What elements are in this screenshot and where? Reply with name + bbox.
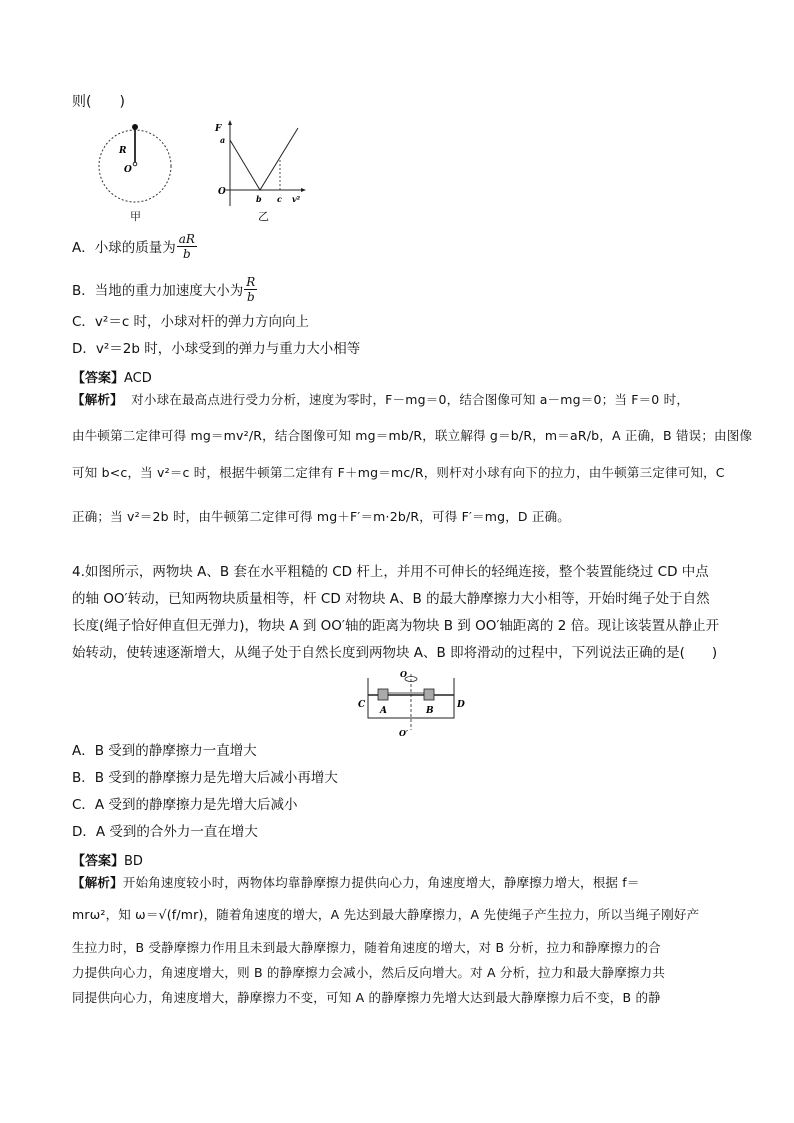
option-a-text: A．小球的质量为 — [72, 240, 176, 256]
q4-analysis-line-2: mrω²，知 ω＝√(f/mr)，随着角速度的增大，A 先达到最大静摩擦力，A 先使绳子产生拉力，所以当绳子刚好产 — [72, 907, 700, 922]
block-a — [378, 689, 388, 700]
q4-analysis-line-3: 生拉力时，B 受静摩擦力作用且未到最大静摩擦力，随着角速度的增大，对 B 分析，拉力和静摩擦力的合 — [72, 940, 661, 955]
q4-option-c: C．A 受到的静摩擦力是先增大后减小 — [72, 797, 298, 813]
answer-row — [72, 372, 152, 385]
option-b — [72, 271, 258, 307]
label-o-top: O — [400, 669, 407, 679]
label-c: c — [277, 194, 282, 204]
frac-numerator: aR — [178, 231, 195, 246]
q4-answer-row — [72, 855, 143, 868]
block-b — [424, 689, 434, 700]
label-a: A — [380, 706, 387, 716]
label-b: B — [426, 706, 434, 716]
label-b: b — [256, 194, 262, 204]
option-a-fraction — [177, 232, 197, 261]
analysis-text: 对小球在最高点进行受力分析，速度为零时，F－mg＝0，结合图像可知 a－mg＝0；当 F＝0 时， — [131, 392, 690, 407]
q4-stem-line-2: 的轴 OO′转动，已知两物块质量相等，杆 CD 对物块 A、B 的最大静摩擦力大小相等，开始时绳子处于自然 — [72, 591, 710, 607]
label-d: D — [457, 700, 465, 710]
x-axis-arrow — [301, 188, 306, 192]
label-f: F — [215, 124, 222, 134]
q4-analysis-line-4: 力提供向心力，角速度增大，则 B 的静摩擦力会减小，然后反向增大。对 A 分析，拉力和最大静摩擦力共 — [72, 965, 666, 980]
q4-stem-line-4: 始转动，使转速逐渐增大，从绳子处于自然长度到两物块 A、B 即将滑动的过程中，下列说法正确的是( ) — [72, 645, 718, 661]
q4-analysis-text: 开始角速度较小时，两物体均靠静摩擦力提供向心力，角速度增大，静摩擦力增大，根据 f＝ — [122, 875, 640, 890]
frac-denominator: b — [246, 289, 255, 304]
q4-stem-line-1: 4.如图所示，两物块 A、B 套在水平粗糙的 CD 杆上，并用不可伸长的轻绳连接，整个装置能绕过 CD 中点 — [72, 564, 709, 580]
q4-option-b: B．B 受到的静摩擦力是先增大后减小再增大 — [72, 770, 338, 786]
label-c: C — [358, 700, 366, 710]
analysis-line-2: 由牛顿第二定律可得 mg＝mv²/R，结合图像可知 mg＝mb/R，联立解得 g＝b/R，m＝aR/b，A 正确，B 错误；由图像 — [72, 428, 753, 443]
question-stem-tail: 则( ) — [72, 94, 125, 110]
q4-figure — [356, 668, 466, 738]
answer-label: 【答案】 — [72, 371, 125, 386]
y-axis-arrow — [228, 120, 232, 125]
label-o-bottom: O′ — [399, 728, 409, 738]
option-b-fraction — [244, 275, 257, 304]
label-a: a — [220, 135, 226, 145]
frac-numerator: R — [246, 274, 256, 289]
analysis-line-4: 正确；当 v²＝2b 时，由牛顿第二定律可得 mg＋F′＝m·2b/R，可得 F′＝mg，D 正确。 — [72, 509, 571, 524]
q4-answer-value: BD — [124, 854, 143, 869]
q4-analysis-line-5: 同提供向心力，角速度增大，静摩擦力不变，可知 A 的静摩擦力先增大达到最大静摩擦力后不变，B 的静 — [72, 990, 661, 1005]
figure-yi-caption: 乙 — [258, 210, 269, 223]
label-origin: O — [218, 187, 226, 197]
analysis-line-3: 可知 b<c，当 v²＝c 时，根据牛顿第二定律有 F＋mg＝mc/R，则杆对小球有向下的拉力，由牛顿第三定律可知，C — [72, 465, 725, 480]
label-o: O — [124, 165, 132, 175]
figure-jia-circle — [95, 120, 181, 220]
q4-option-d: D．A 受到的合外力一直在增大 — [72, 824, 258, 840]
option-a — [72, 228, 198, 264]
option-c: C．v²＝c 时，小球对杆的弹力方向向上 — [72, 314, 310, 330]
option-b-text: B．当地的重力加速度大小为 — [72, 283, 244, 299]
option-d: D．v²＝2b 时，小球受到的弹力与重力大小相等 — [72, 341, 361, 357]
analysis-line-1 — [72, 394, 689, 407]
answer-value: ACD — [124, 371, 152, 386]
graph-line — [230, 128, 298, 190]
figure-yi-graph — [212, 118, 312, 210]
figure-jia-caption: 甲 — [130, 210, 141, 223]
q4-option-a: A．B 受到的静摩擦力一直增大 — [72, 743, 257, 759]
q4-analysis-label: 【解析】 — [72, 875, 123, 890]
analysis-label: 【解析】 — [72, 392, 123, 407]
q4-stem-line-3: 长度(绳子恰好伸直但无弹力)，物块 A 到 OO′轴的距离为物块 B 到 OO′轴距离的 2 倍。现让该装置从静止开 — [72, 618, 720, 634]
ball — [132, 124, 138, 130]
pivot-o — [133, 162, 137, 166]
q4-answer-label: 【答案】 — [72, 854, 125, 869]
q4-analysis-line-1 — [72, 877, 640, 890]
frac-denominator: b — [183, 246, 191, 261]
label-v2: v² — [292, 194, 301, 204]
label-r: R — [119, 146, 127, 156]
